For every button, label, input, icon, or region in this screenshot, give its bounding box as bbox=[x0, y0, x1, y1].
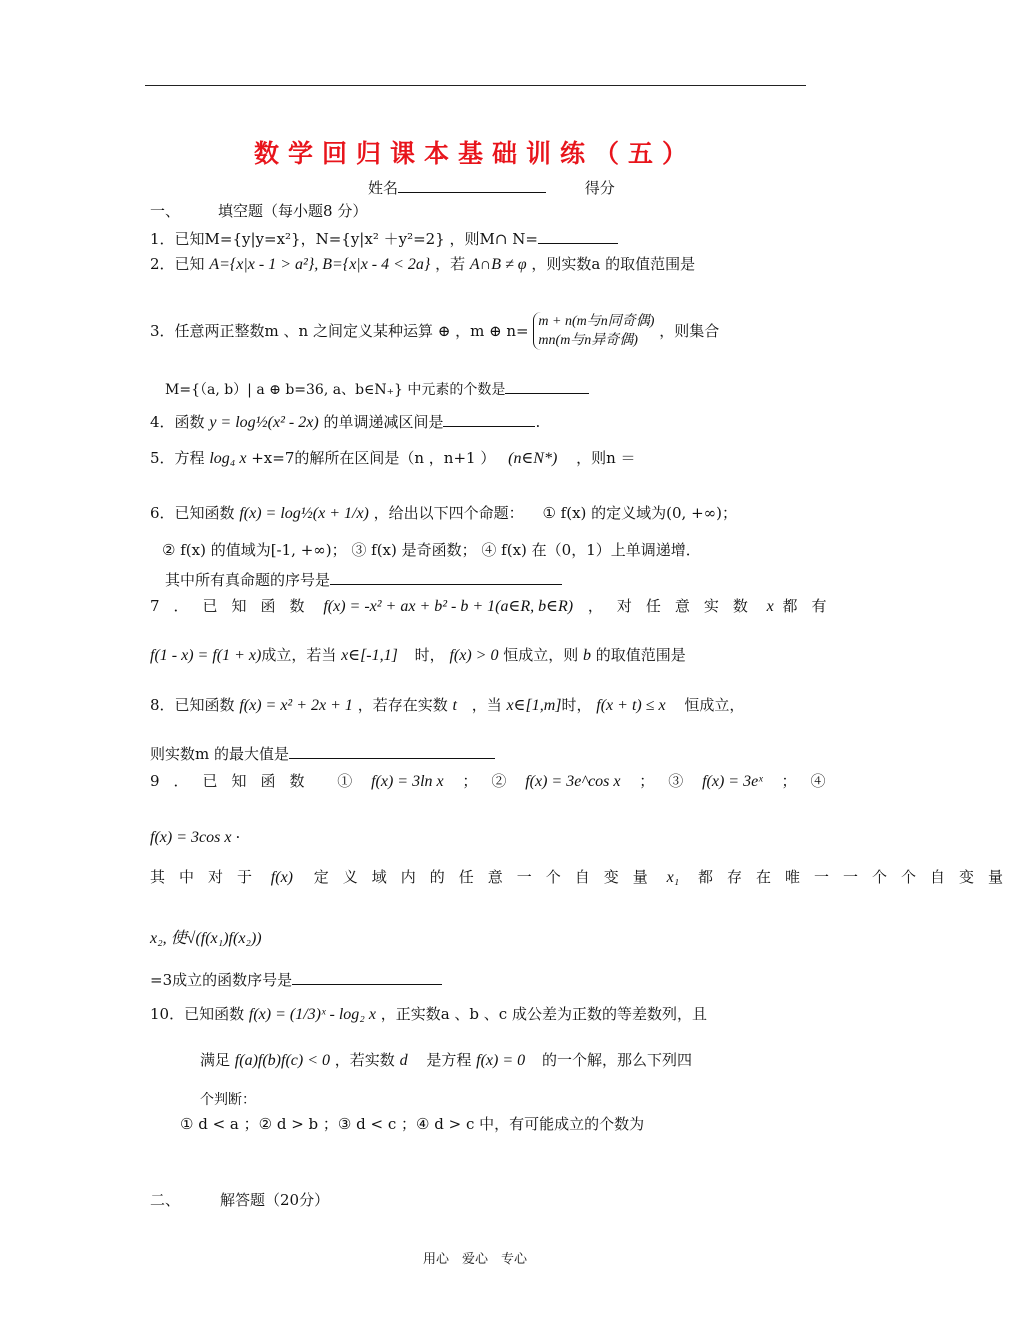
question-10-line-4: ① d < a ；② d > b ；③ d < c ；④ d > c 中，有可能成立的个数为 bbox=[180, 1115, 645, 1133]
question-8-line-2: 则实数m 的最大值是 bbox=[150, 742, 495, 764]
section-heading-1: 一、 填空题（每小题8 分） bbox=[150, 202, 368, 220]
question-3: 3．任意两正整数m 、n 之间定义某种运算 ⊕ ，m ⊕ n= m + n(m与n同奇偶) mn(m与n异奇偶) ，则集合 bbox=[150, 314, 720, 348]
question-9-line-4: x₂, 使√(f(x₁)f(x₂)) bbox=[150, 930, 262, 947]
top-rule bbox=[145, 85, 806, 86]
question-2: 2．已知 A={x|x - 1 > a²}, B={x|x - 4 < 2a} ，若 A∩B ≠ φ ，则实数a 的取值范围是 bbox=[150, 255, 696, 273]
question-8: 8．已知函数 f(x) = x² + 2x + 1 ，若存在实数 t ，当 x∈[1,m]时， f(x + t) ≤ x 恒成立， bbox=[150, 696, 745, 714]
question-6-line-3: 其中所有真命题的序号是 bbox=[165, 568, 562, 590]
piecewise-brace: m + n(m与n同奇偶) mn(m与n异奇偶) bbox=[533, 312, 654, 350]
answer-blank bbox=[505, 377, 589, 394]
question-9: 9．已知函数 ① f(x) = 3ln x ；② f(x) = 3e^cos x ；③ f(x) = 3eˣ ；④ bbox=[150, 772, 840, 790]
page-title: 数学回归课本基础训练（五） bbox=[253, 139, 696, 168]
page-footer: 用心 爱心 专心 bbox=[422, 1252, 527, 1267]
question-9-line-5: =3成立的函数序号是 bbox=[150, 968, 442, 990]
section-heading-2: 二、 解答题（20分） bbox=[150, 1191, 330, 1209]
question-9-line-3: 其中对于 f(x) 定义域内的任意一个自变量 x₁ 都存在唯一一个个自变量 bbox=[150, 868, 1017, 886]
question-9-line-2: f(x) = 3cos x · bbox=[150, 828, 241, 846]
question-5: 5．方程 log₄ x +x=7的解所在区间是（n ，n+1 ） (n∈N*) ，则n ＝ bbox=[150, 449, 636, 467]
question-7-line-2: f(1 - x) = f(1 + x)成立，若当 x∈[-1,1] 时， f(x) > 0 恒成立，则 b 的取值范围是 bbox=[150, 646, 686, 664]
name-blank bbox=[398, 176, 546, 193]
answer-blank bbox=[289, 742, 495, 759]
question-6-line-2: ② f(x) 的值域为[-1, +∞)； ③ f(x) 是奇函数； ④ f(x) 在（0，1）上单调递增． bbox=[162, 541, 701, 559]
question-10-line-2: 满足 f(a)f(b)f(c) < 0 ，若实数 d 是方程 f(x) = 0 的一个解，那么下列四 bbox=[200, 1051, 692, 1069]
answer-blank bbox=[538, 227, 618, 244]
question-4: 4．函数 y = log½(x² - 2x) 的单调递减区间是 . bbox=[150, 410, 540, 433]
question-6: 6．已知函数 f(x) = log½(x + 1/x) ，给出以下四个命题： ① f(x) 的定义域为(0, +∞)； bbox=[150, 504, 737, 522]
question-1: 1．已知M={y|y=x²}，N={y|x² ＋y²=2} ，则M∩ N= bbox=[150, 227, 618, 249]
question-3-line-2: M={（a, b）| a ⊕ b=36, a、b∈N₊} 中元素的个数是 bbox=[165, 377, 589, 400]
name-field: 姓名 得分 bbox=[368, 176, 615, 198]
question-10-line-3: 个判断： bbox=[200, 1092, 256, 1108]
question-10: 10．已知函数 f(x) = (1/3)ˣ - log₂ x ，正实数a 、b 、c 成公差为正数的等差数列，且 bbox=[150, 1005, 707, 1023]
question-7: 7．已知函数 f(x) = -x² + ax + b² - b + 1(a∈R, b∈R) ，对任意实数 x 都有 bbox=[150, 597, 841, 615]
answer-blank bbox=[292, 968, 442, 985]
answer-blank bbox=[330, 568, 562, 585]
answer-blank bbox=[443, 410, 535, 427]
